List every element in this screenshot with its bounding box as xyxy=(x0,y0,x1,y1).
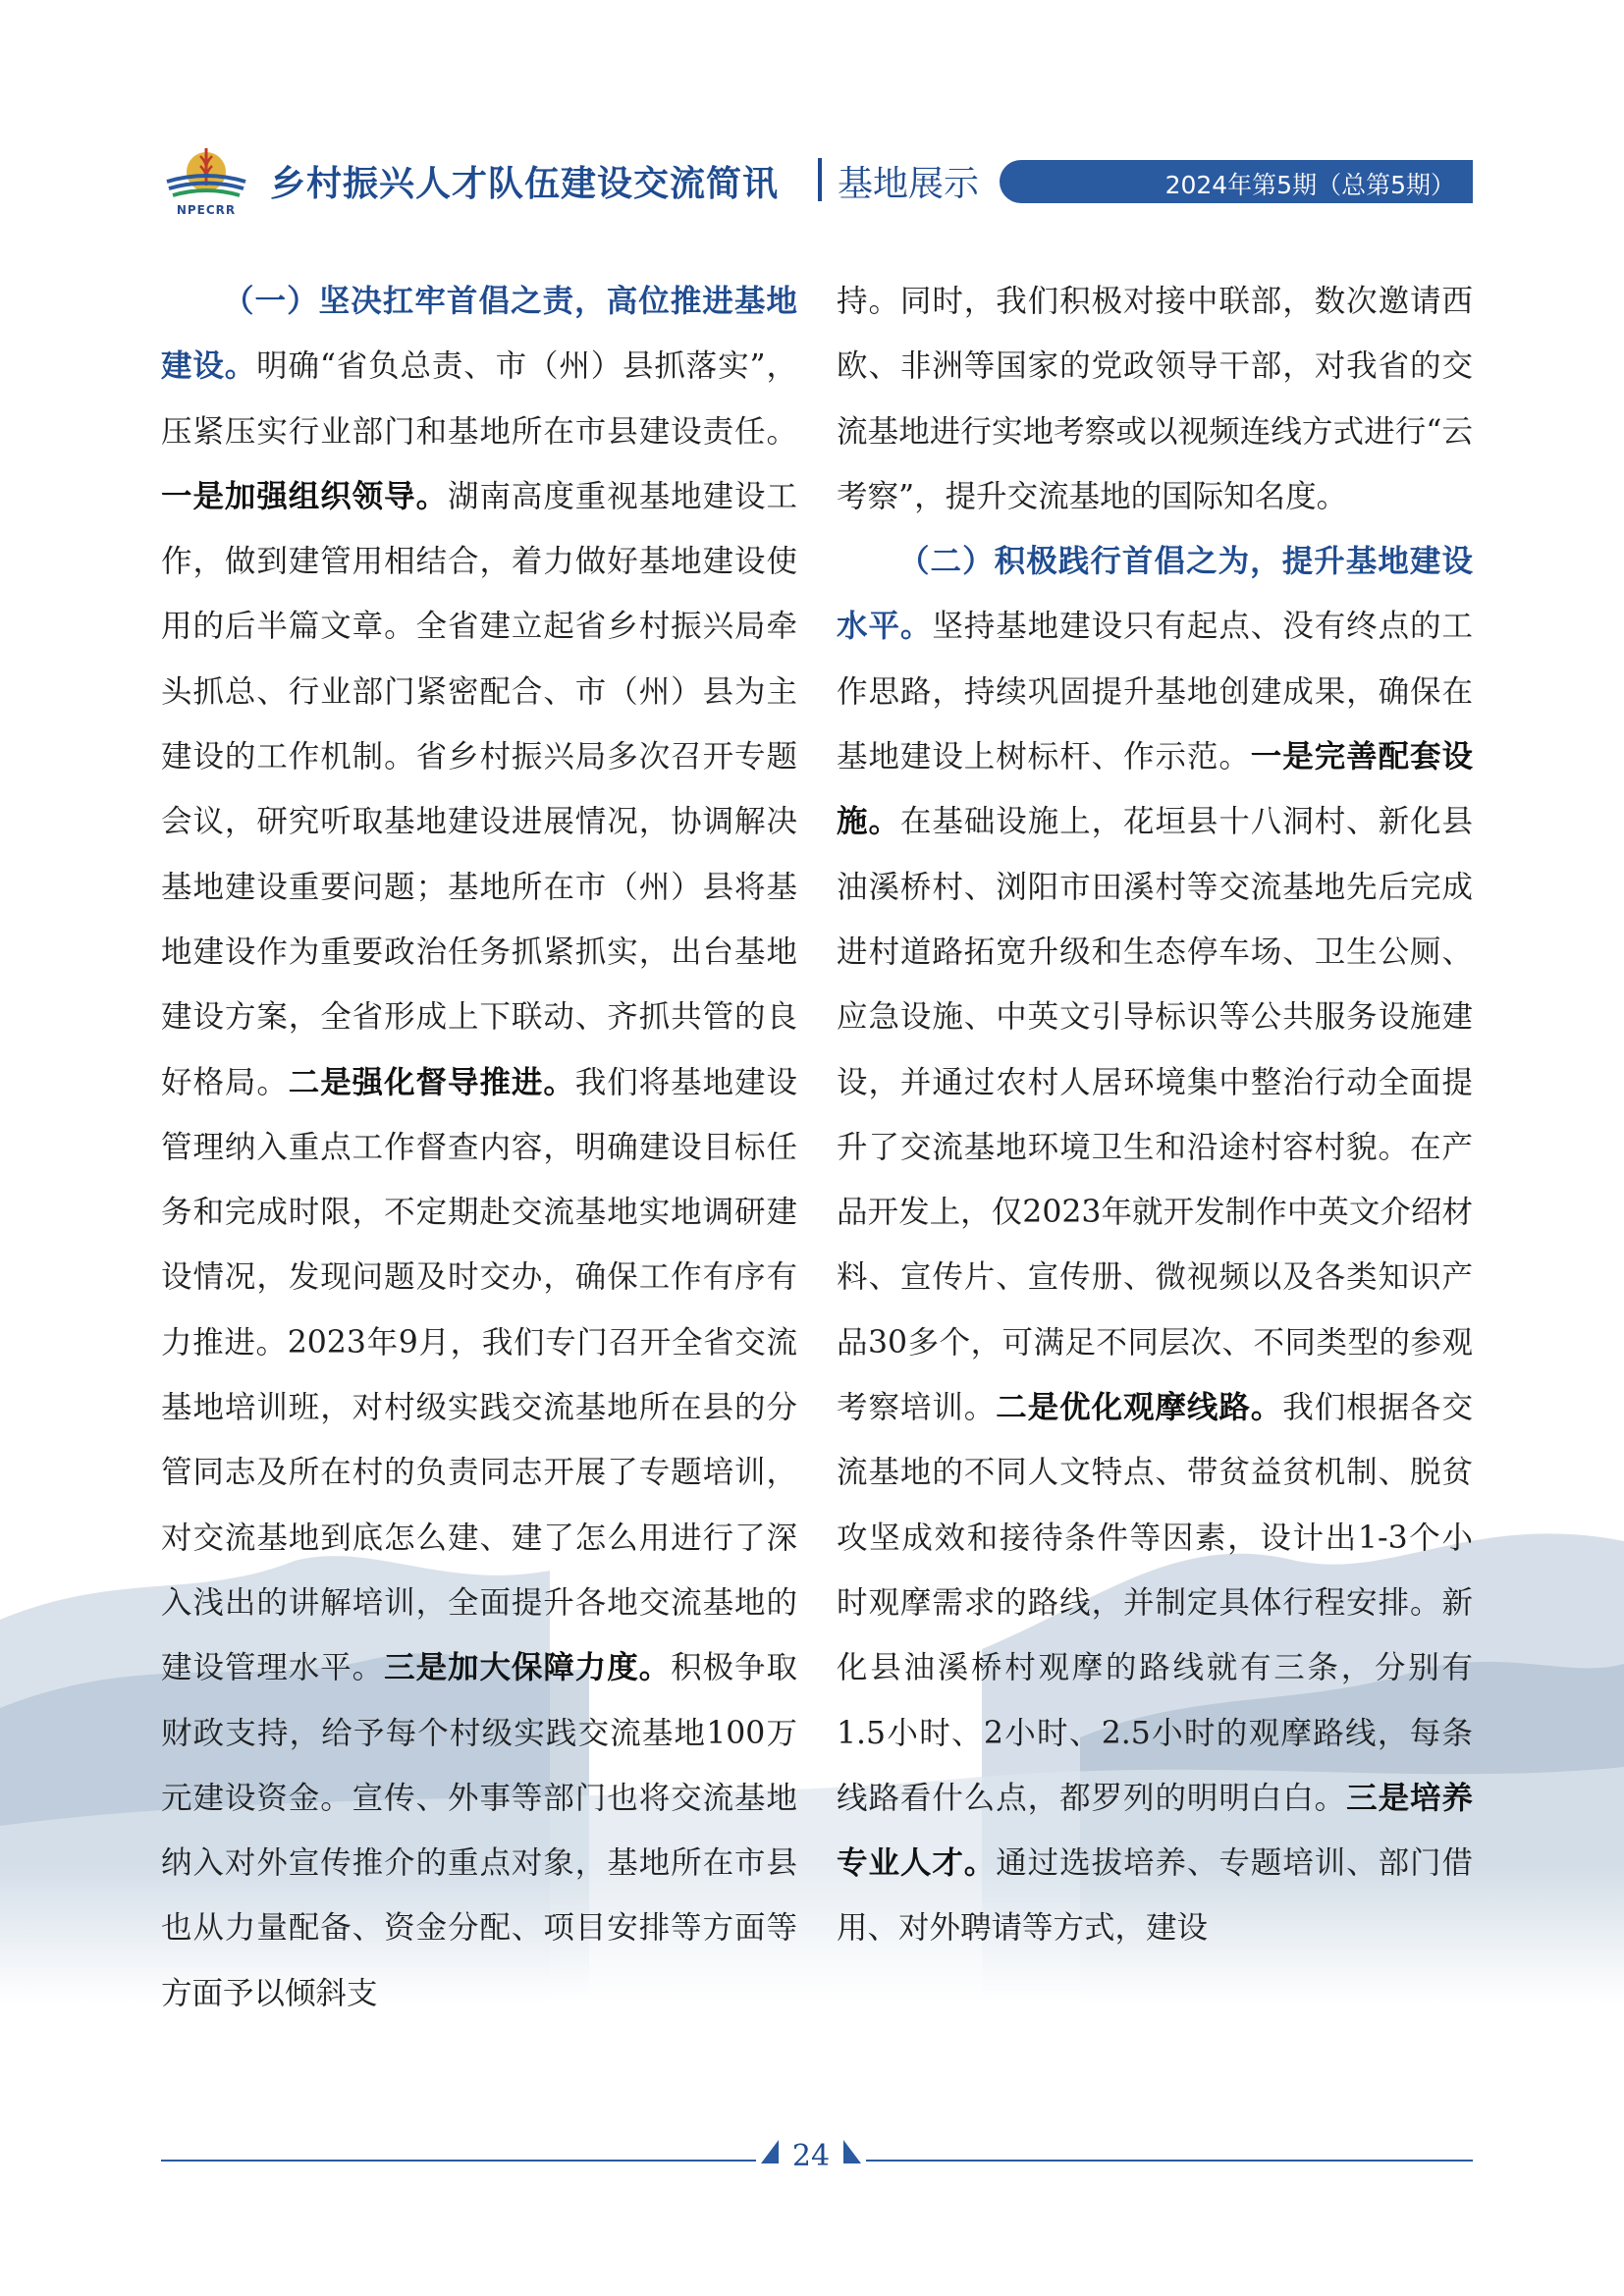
triangle-left-icon xyxy=(761,2140,779,2163)
bold-point: 二是优化观摩线路。 xyxy=(996,1389,1283,1426)
paragraph-text: 在基础设施上，花垣县十八洞村、新化县油溪桥村、浏阳市田溪村等交流基地先后完成进村道路拓宽升级和生态停车场、卫生公厕、应急设施、中英文引导标识等公共服务设施建设，并通过农村人居环境集中整治行动全面提升了交流基地环境卫生和沿途村容村貌。在产品开发上，仅2023年就开发制作中英文介绍材料、宣传片、宣传册、微视频以及各类知识产品30多个，可满足不同层次、不同类型的参观考察培训。 xyxy=(837,804,1473,1426)
wheat-sun-logo-icon xyxy=(157,142,255,203)
bold-point: 三是培养专业人才。 xyxy=(837,1779,1473,1882)
triangle-right-icon xyxy=(843,2140,861,2163)
logo-text: NPECRR xyxy=(176,203,237,217)
subheading-1: （一）坚决扛牢首倡之责，高位推进基地建设。 xyxy=(161,283,797,385)
publication-title: 乡村振兴人才队伍建设交流简讯 xyxy=(270,164,780,204)
paragraph-text: 通过选拔培养、专题培训、部门借用、对外聘请等方式，建设 xyxy=(837,1845,1473,1947)
paragraph-text: 坚持基地建设只有起点、没有终点的工作思路，持续巩固提升基地创建成果，确保在基地建设上树标杆、作示范。 xyxy=(837,609,1473,775)
subheading-2: （二）积极践行首倡之为，提升基地建设水平。 xyxy=(837,543,1473,645)
header-divider xyxy=(818,158,822,201)
left-column xyxy=(161,269,797,2026)
issue-band xyxy=(1000,160,1473,203)
bold-point: 二是强化督导推进。 xyxy=(288,1063,575,1100)
paragraph-text: 湖南高度重视基地建设工作，做到建管用相结合，着力做好基地建设使用的后半篇文章。全省建立起省乡村振兴局牵头抓总、行业部门紧密配合、市（州）县为主建设的工作机制。省乡村振兴局多次召开专题会议，研究听取基地建设进展情况，协调解决基地建设重要问题；基地所在市（州）县将基地建设作为重要政治任务抓紧抓实，出台基地建设方案，全省形成上下联动、齐抓共管的良好格局。 xyxy=(161,478,797,1100)
right-column xyxy=(837,269,1473,1961)
section-title: 基地展示 xyxy=(838,164,980,204)
paragraph-text: 积极争取财政支持，给予每个村级实践交流基地100万元建设资金。宣传、外事等部门也将交流基地纳入对外宣传推介的重点对象，基地所在市县也从力量配备、资金分配、项目安排等方面等方面予以倾斜支 xyxy=(161,1650,797,2011)
paragraph-continued: 持。同时，我们积极对接中联部，数次邀请西欧、非洲等国家的党政领导干部，对我省的交流基地进行实地考察或以视频连线方式进行“云考察”，提升交流基地的国际知名度。 xyxy=(837,284,1473,514)
bold-point: 一是加强组织领导。 xyxy=(161,477,449,514)
npecrr-logo xyxy=(157,142,255,221)
bold-point: 一是完善配套设施。 xyxy=(837,738,1473,840)
page-number: 24 xyxy=(756,2132,866,2181)
paragraph-text: 我们根据各交流基地的不同人文特点、带贫益贫机制、脱贫攻坚成效和接待条件等因素，设计出1-3个小时观摩需求的路线，并制定具体行程安排。新化县油溪桥村观摩的路线就有三条，分别有1.5小时、2小时、2.5小时的观摩路线，每条线路看什么点，都罗列的明明白白。 xyxy=(837,1390,1473,1816)
paragraph-text: 明确“省负总责、市（州）县抓落实”，压紧压实行业部门和基地所在市县建设责任。 xyxy=(161,348,797,450)
page-header xyxy=(157,142,1473,221)
bold-point: 三是加大保障力度。 xyxy=(384,1649,672,1686)
paragraph-text: 我们将基地建设管理纳入重点工作督查内容，明确建设目标任务和完成时限，不定期赴交流基地实地调研建设情况，发现问题及时交办，确保工作有序有力推进。2023年9月，我们专门召开全省交流基地培训班，对村级实践交流基地所在县的分管同志及所在村的负责同志开展了专题培训，对交流基地到底怎么建、建了怎么用进行了深入浅出的讲解培训，全面提升各地交流基地的建设管理水平。 xyxy=(161,1064,797,1686)
issue-label: 2024年第5期（总第5期） xyxy=(1164,171,1455,199)
paragraph-2 xyxy=(837,529,1473,1961)
paragraph-1 xyxy=(161,269,797,2026)
